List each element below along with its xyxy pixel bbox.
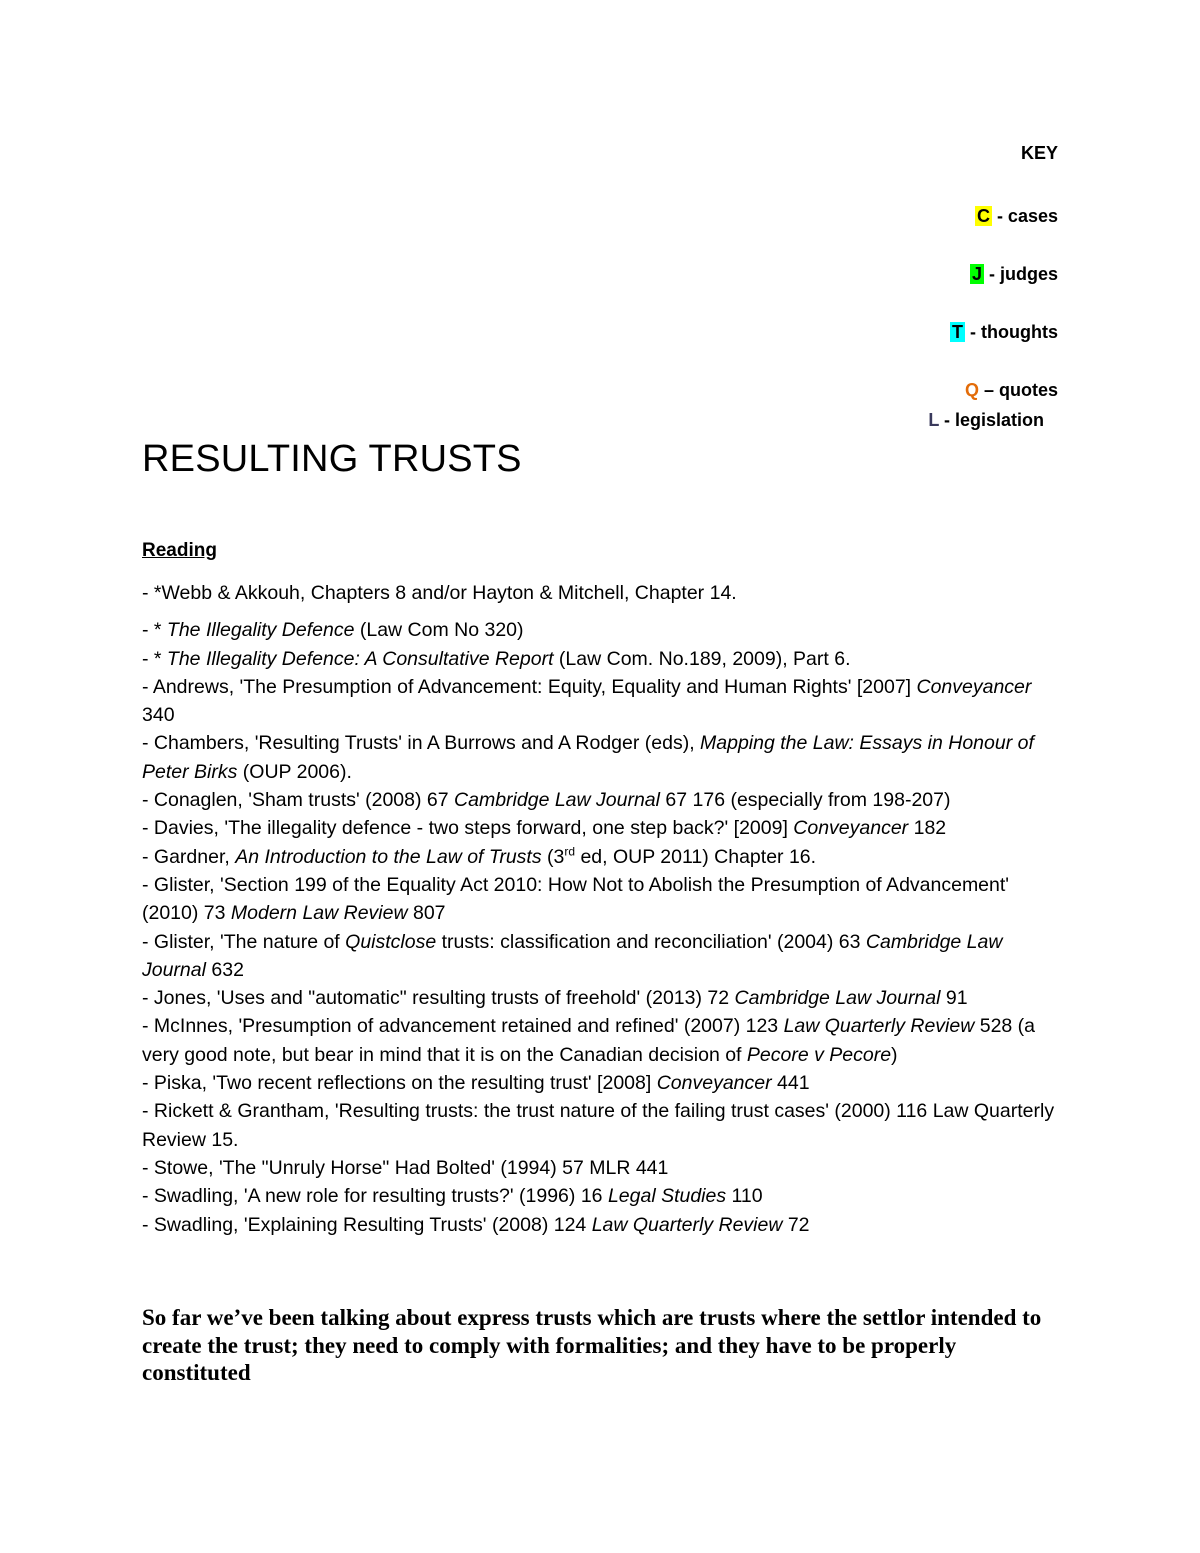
reading-italic: The Illegality Defence: A Consultative Report xyxy=(166,647,554,670)
reading-item xyxy=(142,786,1062,814)
reading-item xyxy=(142,1154,1062,1182)
reading-italic: Modern Law Review xyxy=(230,902,408,925)
reading-item xyxy=(142,729,1062,786)
reading-italic: Cambridge Law Journal xyxy=(454,789,660,812)
reading-italic: An Introduction to the Law of Trusts xyxy=(235,845,542,868)
reading-text: 67 176 (especially from 198-207) xyxy=(659,789,951,812)
reading-text: - Conaglen, 'Sham trusts' (2008) 67 xyxy=(142,789,455,812)
key-item-judges xyxy=(970,264,1058,285)
reading-item xyxy=(142,579,1062,607)
reading-text: (Law Com No 320) xyxy=(354,619,524,642)
key-label-judges: - judges xyxy=(983,264,1058,284)
reading-italic: Legal Studies xyxy=(607,1185,727,1208)
reading-text: - Swadling, 'A new role for resulting trusts?' (1996) 16 xyxy=(142,1185,608,1208)
reading-item xyxy=(142,1182,1062,1210)
intro-paragraph: So far we’ve been talking about express trusts which are trusts where the settlor intended to create the trust; they need to comply with formalities; and they have to be properly constituted xyxy=(142,1305,1042,1385)
reading-superscript: rd xyxy=(564,844,576,859)
reading-italic: Conveyancer xyxy=(916,675,1032,698)
reading-italic: Conveyancer xyxy=(793,817,909,840)
key-item-legislation xyxy=(928,410,1044,431)
reading-italic: Law Quarterly Review xyxy=(783,1015,975,1038)
key-item-thoughts xyxy=(950,322,1058,343)
reading-item xyxy=(142,928,1062,985)
reading-text: - Piska, 'Two recent reflections on the resulting trust' [2008] xyxy=(142,1072,657,1095)
reading-text: - Glister, 'The nature of xyxy=(142,930,346,953)
reading-text: - * xyxy=(142,619,167,642)
key-label-thoughts: - thoughts xyxy=(965,322,1058,342)
reading-text: - Chambers, 'Resulting Trusts' in A Burrows and A Rodger (eds), xyxy=(142,732,701,755)
reading-text: 528 (a very good note, but bear in mind that it is on the Canadian decision of xyxy=(142,1015,1036,1066)
key-item-cases xyxy=(975,206,1058,227)
key-letter-q: Q xyxy=(964,380,979,400)
reading-text: - Rickett & Grantham, 'Resulting trusts: the trust nature of the failing trust cases' (2000) 116 Law Quarterly Review 15. xyxy=(142,1100,1055,1151)
reading-item xyxy=(142,1097,1062,1154)
reading-text: 72 xyxy=(782,1213,810,1236)
key-title: KEY xyxy=(1020,143,1058,163)
reading-item xyxy=(142,1069,1062,1097)
reading-text: 807 xyxy=(407,902,446,925)
document-title: RESULTING TRUSTS xyxy=(142,438,522,480)
reading-text: (3 xyxy=(541,845,565,868)
key-label-quotes: – quotes xyxy=(978,380,1058,400)
reading-item xyxy=(142,814,1062,842)
reading-text: trusts: classification and reconciliation' (2004) 63 xyxy=(436,930,866,953)
key-label-cases: - cases xyxy=(991,206,1058,226)
reading-text: 91 xyxy=(940,987,968,1010)
reading-list xyxy=(142,579,1062,1239)
key-label-legislation: - legislation xyxy=(938,410,1044,430)
reading-text: - Jones, 'Uses and "automatic" resulting trusts of freehold' (2013) 72 xyxy=(142,987,735,1010)
reading-text: - Gardner, xyxy=(142,845,236,868)
reading-item xyxy=(142,1012,1062,1069)
key-letter-l: L xyxy=(928,410,939,430)
reading-italic: The Illegality Defence xyxy=(166,619,355,642)
reading-text: - McInnes, 'Presumption of advancement retained and refined' (2007) 123 xyxy=(142,1015,784,1038)
reading-item xyxy=(142,843,1062,871)
reading-text: - Swadling, 'Explaining Resulting Trusts' (2008) 124 xyxy=(142,1213,592,1236)
reading-item xyxy=(142,871,1062,928)
key-letter-j: J xyxy=(971,264,982,284)
reading-text: (Law Com. No.189, 2009), Part 6. xyxy=(553,647,851,670)
reading-text: - *Webb & Akkouh, Chapters 8 and/or Hayton & Mitchell, Chapter 14. xyxy=(142,582,737,604)
reading-item xyxy=(142,673,1062,730)
reading-item xyxy=(142,645,1062,673)
reading-item xyxy=(142,616,1062,644)
key-letter-c: C xyxy=(976,206,990,226)
reading-text: 632 xyxy=(205,958,244,981)
reading-text: - Andrews, 'The Presumption of Advancement: Equity, Equality and Human Rights' [2007] xyxy=(142,675,917,698)
reading-text: - Glister, 'Section 199 of the Equality Act 2010: How Not to Abolish the Presumption of Advancement' (2010) 73 xyxy=(142,873,1010,925)
reading-italic: Pecore v Pecore xyxy=(746,1043,892,1066)
reading-italic: Conveyancer xyxy=(656,1072,772,1095)
reading-italic: Cambridge Law Journal xyxy=(142,930,1003,981)
reading-text: - * xyxy=(142,647,167,670)
key-letter-t: T xyxy=(952,322,964,342)
reading-italic: Law Quarterly Review xyxy=(591,1213,783,1236)
reading-text: (OUP 2006). xyxy=(237,760,352,783)
reading-text: 110 xyxy=(726,1185,763,1208)
reading-text: 340 xyxy=(142,704,175,727)
reading-italic: Quistclose xyxy=(345,930,437,953)
reading-heading: Reading xyxy=(142,540,217,561)
reading-text: ed, OUP 2011) Chapter 16. xyxy=(575,845,817,868)
reading-text: ) xyxy=(891,1043,898,1066)
reading-text: 441 xyxy=(771,1072,810,1095)
reading-italic: Mapping the Law: Essays in Honour of Peter Birks xyxy=(142,732,1034,783)
key-item-quotes xyxy=(965,380,1058,401)
reading-text: 182 xyxy=(908,817,947,840)
reading-item xyxy=(142,1211,1062,1239)
reading-text: - Davies, 'The illegality defence - two steps forward, one step back?' [2009] xyxy=(142,817,794,840)
reading-item xyxy=(142,984,1062,1012)
reading-italic: Cambridge Law Journal xyxy=(734,987,941,1010)
reading-text: - Stowe, 'The "Unruly Horse" Had Bolted' (1994) 57 MLR 441 xyxy=(142,1156,669,1179)
